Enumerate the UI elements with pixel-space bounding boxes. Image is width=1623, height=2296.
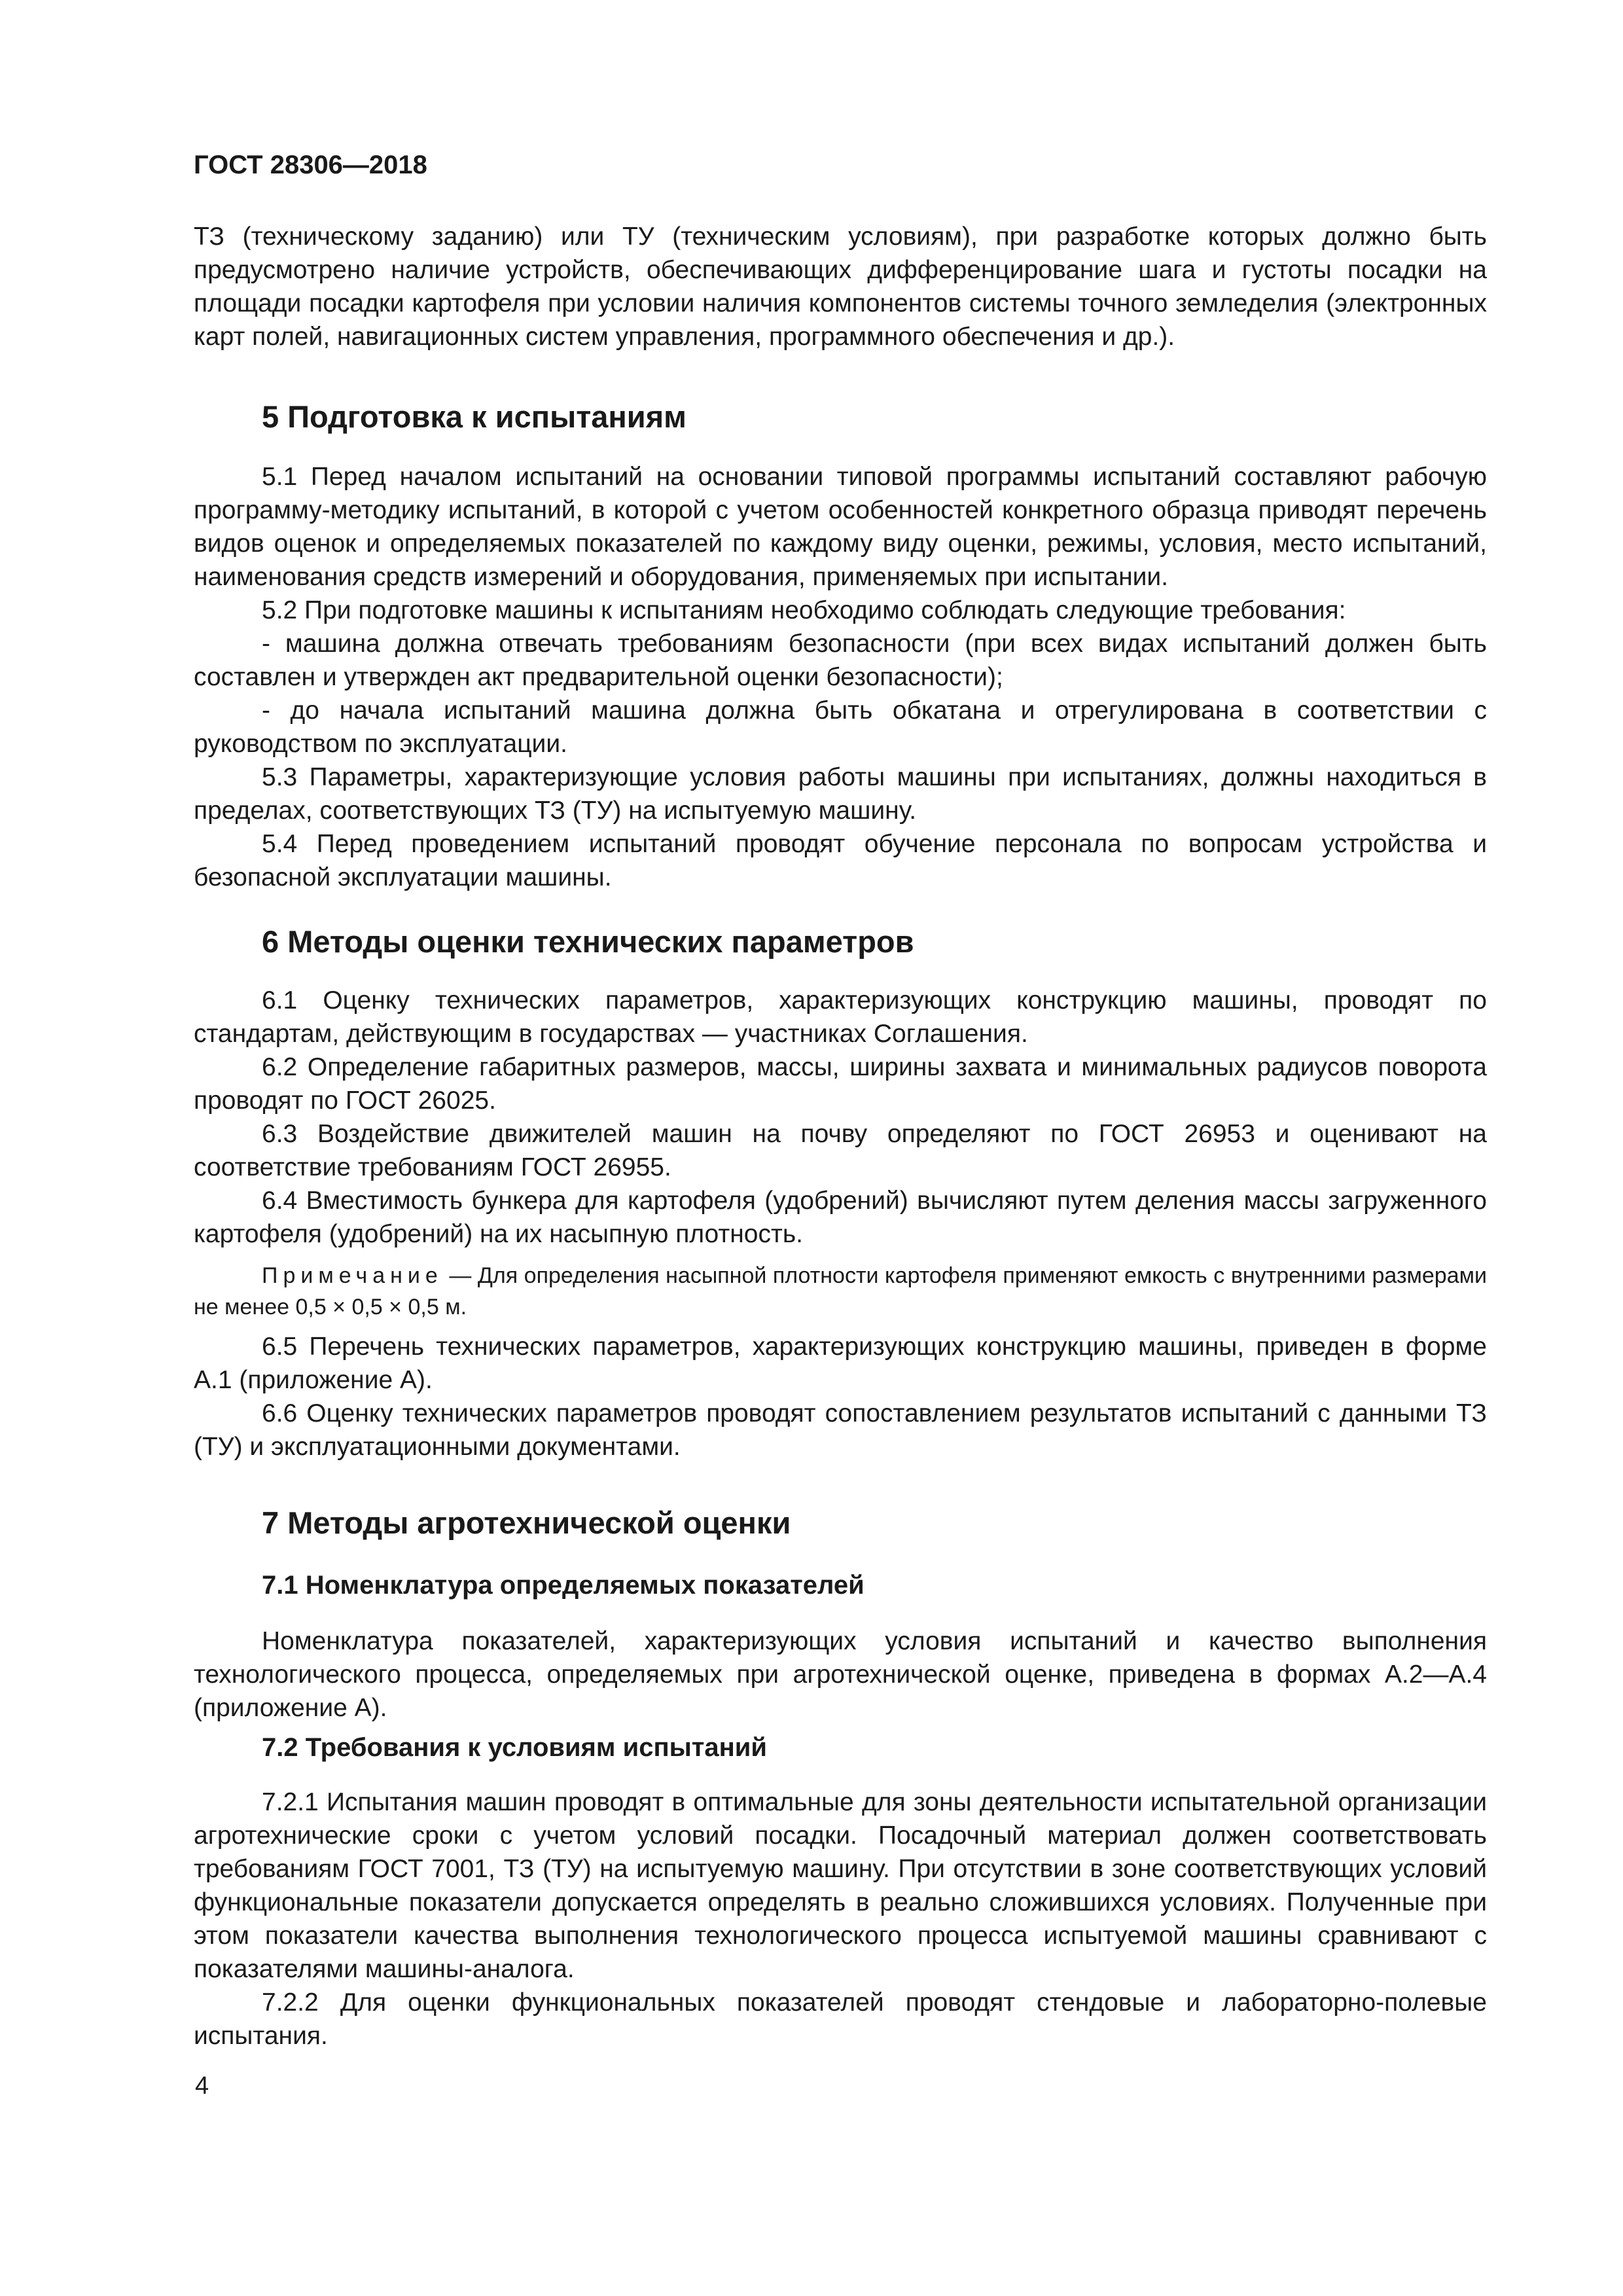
paragraph-7-2-1: 7.2.1 Испытания машин проводят в оптимальные для зоны деятельности испытательной организации агротехнические сроки с учетом условий посадки. Посадочный материал должен соответствовать требованиям ГОСТ 7001, ТЗ (ТУ) на испытуемую машину. При отсутствии в зоне соответствующих условий функциональные показатели допускается определять в реально сложившихся условиях. Полученные при этом показатели качества выполнения технологического процесса испытуемой машины сравнивают с показателями машины-аналога. [194,1788,1487,1983]
note-label: Примечание [262,1263,443,1288]
paragraph-6-5: 6.5 Перечень технических параметров, характеризующих конструкцию машины, приведен в форме А.1 (приложение А). [194,1333,1487,1394]
document-header: ГОСТ 28306—2018 [194,151,427,179]
section-5-body [194,460,1487,894]
paragraph-5-3: 5.3 Параметры, характеризующие условия работы машины при испытаниях, должны находиться в пределах, соответствующих ТЗ (ТУ) на испытуемую машину. [194,763,1487,825]
paragraph-6-1: 6.1 Оценку технических параметров, характеризующих конструкцию машины, проводят по стандартам, действующим в государствах — участниках Соглашения. [194,986,1487,1048]
paragraph-6-4: 6.4 Вместимость бункера для картофеля (удобрений) вычисляют путем деления массы загруженного картофеля (удобрений) на их насыпную плотность. [194,1187,1487,1248]
paragraph-7-1: Номенклатура показателей, характеризующих условия испытаний и качество выполнения технологического процесса, определяемых при агротехнической оценке, приведена в формах А.2—А.4 (приложение А). [194,1627,1487,1722]
list-item-5-2-a: - машина должна отвечать требованиям безопасности (при всех видах испытаний должен быть составлен и утвержден акт предварительной оценки безопасности); [194,630,1487,691]
paragraph-6-2: 6.2 Определение габаритных размеров, массы, ширины захвата и минимальных радиусов поворота проводят по ГОСТ 26025. [194,1053,1487,1115]
subsection-7-1-heading: 7.1 Номенклатура определяемых показателей [262,1571,865,1600]
paragraph-7-2-2: 7.2.2 Для оценки функциональных показателей проводят стендовые и лабораторно-полевые испытания. [194,1988,1487,2050]
note-text: — Для определения насыпной плотности картофеля применяют емкость с внутренними размерами не менее 0,5 × 0,5 × 0,5 м. [194,1263,1487,1319]
note-block [194,1260,1487,1323]
paragraph-5-4: 5.4 Перед проведением испытаний проводят обучение персонала по вопросам устройства и безопасной эксплуатации машины. [194,830,1487,891]
subsection-7-2-heading: 7.2 Требования к условиям испытаний [262,1733,767,1762]
page-number: 4 [195,2072,209,2100]
section-5-heading: 5 Подготовка к испытаниям [262,399,687,434]
section-6-body [194,984,1487,1251]
note-paragraph [194,1260,1487,1323]
paragraph-5-1: 5.1 Перед началом испытаний на основании типовой программы испытаний составляют рабочую программу-методику испытаний, в которой с учетом особенностей конкретного образца приводят перечень видов оценок и определяемых показателей по каждому виду оценки, режимы, условия, место испытаний, наименования средств измерений и оборудования, применяемых при испытании. [194,463,1487,591]
intro-block [194,220,1487,353]
section-6-heading: 6 Методы оценки технических параметров [262,924,914,959]
paragraph-6-6: 6.6 Оценку технических параметров проводят сопоставлением результатов испытаний с данными ТЗ (ТУ) и эксплуатационными документами. [194,1399,1487,1461]
section-7-heading: 7 Методы агротехнической оценки [262,1505,791,1540]
list-item-5-2-b: - до начала испытаний машина должна быть обкатана и отрегулирована в соответствии с руководством по эксплуатации. [194,696,1487,758]
intro-paragraph: ТЗ (техническому заданию) или ТУ (техническим условиям), при разработке которых должно быть предусмотрено наличие устройств, обеспечивающих дифференцирование шага и густоты посадки на площади посадки картофеля при условии наличия компонентов системы точного земледелия (электронных карт полей, навигационных систем управления, программного обеспечения и др.). [194,223,1487,351]
subsection-7-2-body [194,1785,1487,2053]
section-6-body-continued [194,1330,1487,1463]
paragraph-6-3: 6.3 Воздействие движителей машин на почву определяют по ГОСТ 26953 и оценивают на соответствие требованиям ГОСТ 26955. [194,1120,1487,1181]
paragraph-5-2: 5.2 При подготовке машины к испытаниям необходимо соблюдать следующие требования: [262,596,1346,624]
subsection-7-1-body [194,1624,1487,1725]
